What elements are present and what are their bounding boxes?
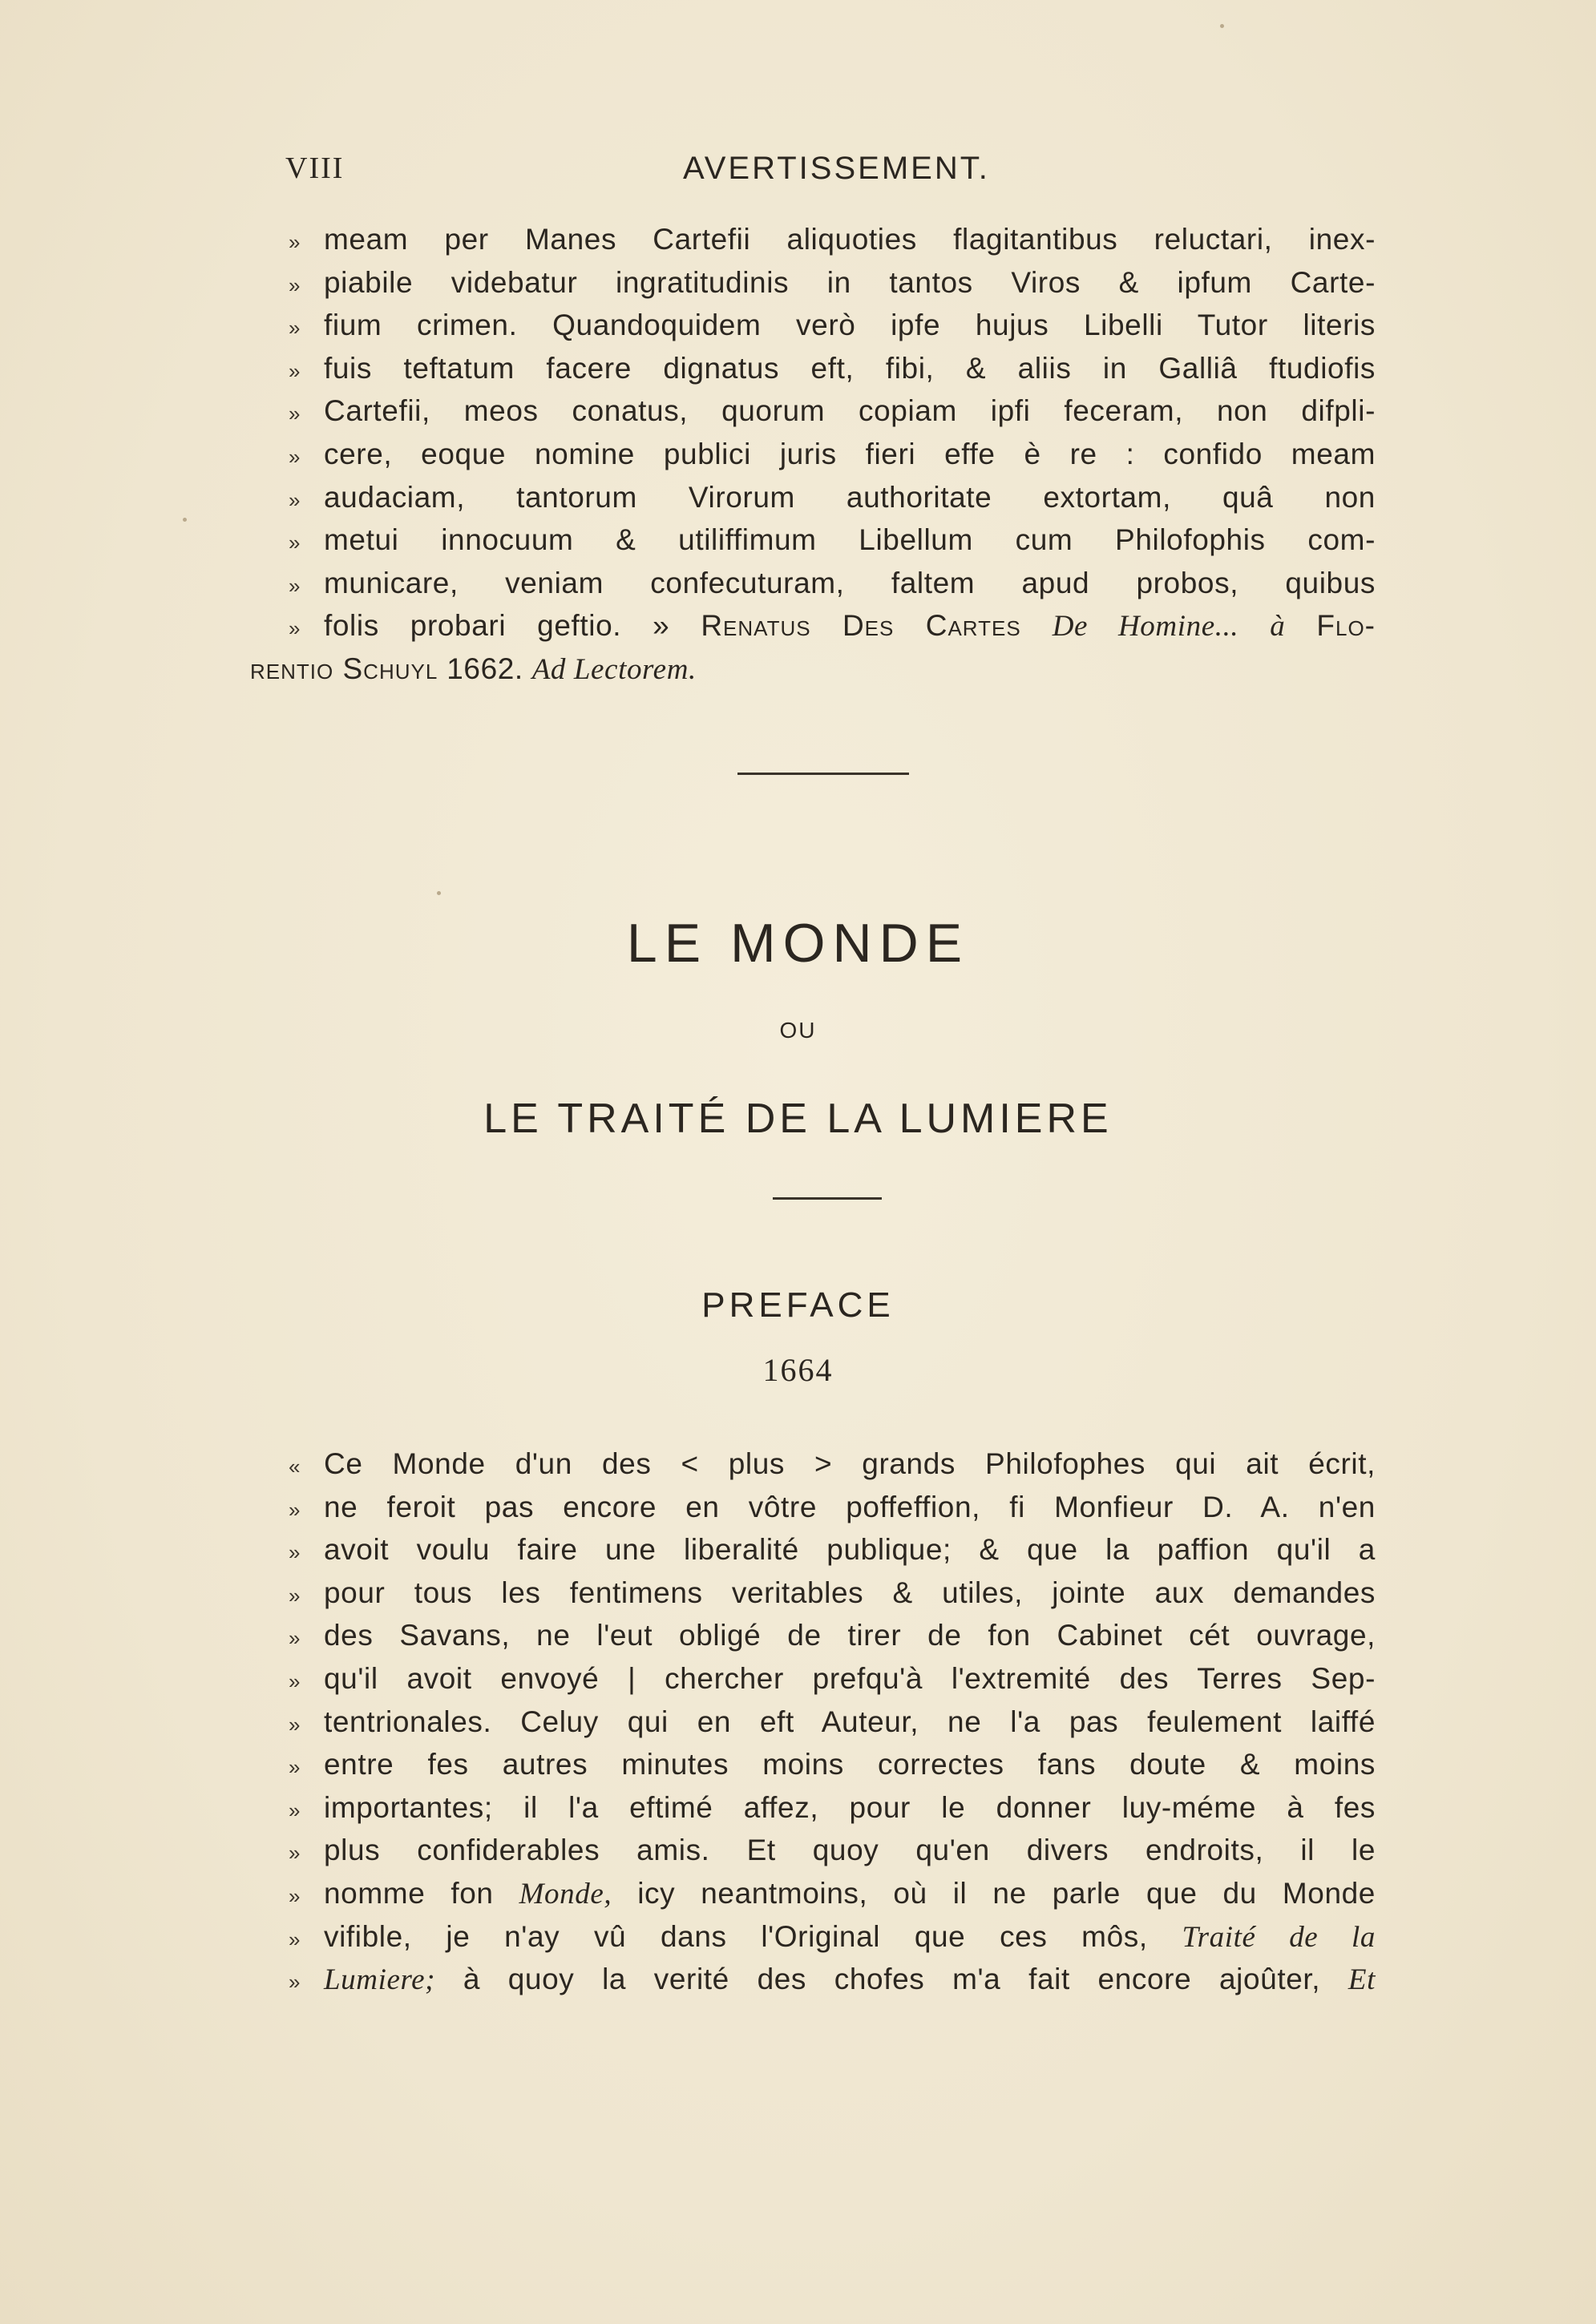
quote-mark: » (289, 401, 301, 426)
quote-line-text: audaciam, tantorum Virorum authoritate extortam, quâ non (324, 480, 1376, 514)
quote-line (250, 652, 1376, 696)
quote-line-text: cere, eoque nomine publici juris fieri effe è re : confido meam (324, 437, 1376, 470)
quote-mark: » (289, 573, 301, 598)
quote-mark: » (289, 1841, 301, 1866)
quote-line (285, 567, 1376, 610)
title-conjunction: OU (779, 1018, 817, 1043)
quote-mark: » (289, 1970, 301, 1995)
quote-mark: » (289, 1927, 301, 1951)
citation-work: De Homine... (1052, 610, 1239, 644)
quote-mark: » (289, 1883, 301, 1908)
section-divider (737, 773, 909, 775)
preface-line (285, 1576, 1376, 1620)
preface-text-segment: vifible, je n'ay vû dans l'Original que ces môs, (324, 1919, 1148, 1953)
quote-mark: » (289, 1797, 301, 1822)
italic-term: Et (1348, 1963, 1376, 1997)
preface-line (285, 1963, 1376, 2006)
paper-speck (1220, 24, 1224, 28)
preface-line (285, 1834, 1376, 1877)
preface-line (285, 1748, 1376, 1791)
preface-line-text: ne feroit pas encore en vôtre poffeffion, fi Monfieur D. A. n'en (324, 1490, 1376, 1523)
preface-line (285, 1619, 1376, 1662)
quote-mark: » (289, 444, 301, 469)
preface-text-segment: icy neantmoins, où il ne parle que du Monde (637, 1876, 1376, 1910)
citation-dedication: Ad Lectorem. (531, 652, 697, 686)
preface-line (285, 1447, 1376, 1491)
italic-term: Monde, (519, 1877, 612, 1910)
quote-mark: » (289, 1668, 301, 1693)
running-head (285, 151, 1376, 191)
quote-line-text: Cartefii, meos conatus, quorum copiam ipfi feceram, non difpli- (324, 394, 1376, 428)
quote-line (285, 309, 1376, 352)
quote-line (285, 523, 1376, 567)
quote-line-text (250, 652, 1376, 687)
quote-mark: » (289, 1583, 301, 1608)
quote-mark: » (289, 531, 301, 555)
page-folio: VIII (285, 151, 345, 185)
preface-line (285, 1491, 1376, 1534)
quote-line-text: fuis teftatum facere dignatus eft, fibi, & aliis in Galliâ ftudiofis (324, 351, 1376, 385)
quote-line (285, 352, 1376, 395)
quote-mark: » (289, 616, 301, 641)
quote-mark: » (289, 230, 301, 254)
book-title: LE MONDE (626, 913, 970, 974)
preface-text-segment: à quoy la verité des chofes m'a fait encore ajoûter, (463, 1963, 1321, 1996)
preface-line-text: importantes; il l'a eftimé affez, pour le donner luy-méme à fes (324, 1790, 1376, 1824)
quote-mark: » (289, 1712, 301, 1737)
quote-line (285, 481, 1376, 524)
quote-line (285, 223, 1376, 266)
italic-term: Lumiere; (324, 1963, 436, 1997)
preface-line-text: qu'il avoit envoyé | chercher prefqu'à l'extremité des Terres Sep- (324, 1661, 1376, 1695)
book-subtitle: LE TRAITÉ DE LA LUMIERE (483, 1095, 1113, 1142)
quote-line-text: piabile videbatur ingratitudinis in tantos Viros & ipfum Carte- (324, 265, 1376, 299)
quote-mark: « (289, 1455, 301, 1479)
paper-speck (183, 518, 187, 522)
italic-term: Traité de la (1182, 1920, 1376, 1954)
preface-line-text: avoit voulu faire une liberalité publique; & que la paffion qu'il a (324, 1533, 1376, 1567)
latin-quote (250, 223, 1376, 696)
quote-line-text: metui innocuum & utiliffimum Libellum cum Philofophis com- (324, 523, 1376, 557)
citation-preposition: à (1270, 610, 1286, 644)
quote-mark: » (289, 1540, 301, 1565)
preface-line-text: plus confiderables amis. Et quoy qu'en divers endroits, il le (324, 1834, 1376, 1867)
preface-line-text (324, 1877, 1376, 1911)
preface-line-text: entre fes autres minutes moins correctes fans doute & moins (324, 1748, 1376, 1781)
quote-line (285, 609, 1376, 652)
preface-line (285, 1877, 1376, 1920)
preface-line (285, 1533, 1376, 1576)
quote-mark: » (289, 316, 301, 341)
quote-mark: » (289, 272, 301, 297)
preface-line-text (324, 1963, 1376, 1997)
preface-line-text (324, 1920, 1376, 1955)
quote-line (285, 394, 1376, 438)
citation-editor-end: rentio Schuyl (250, 652, 438, 685)
title-divider (773, 1197, 882, 1200)
preface-year: 1664 (762, 1352, 834, 1388)
quote-line (285, 266, 1376, 309)
citation-editor-start: Flo- (1316, 609, 1376, 643)
preface-heading: PREFACE (701, 1285, 895, 1325)
quote-line (285, 438, 1376, 481)
preface-line (285, 1705, 1376, 1749)
preface-line-text: des Savans, ne l'eut obligé de tirer de fon Cabinet cét ouvrage, (324, 1619, 1376, 1652)
quote-mark: » (289, 1626, 301, 1651)
preface-line (285, 1920, 1376, 1963)
paper-speck (437, 891, 441, 895)
quote-mark: » (289, 487, 301, 512)
preface-body (285, 1447, 1376, 2006)
quote-mark: » (289, 1497, 301, 1522)
citation-year: 1662. (446, 652, 523, 685)
quote-line-text: municare, veniam confecuturam, faltem apud probos, quibus (324, 566, 1376, 599)
quote-line-text (324, 609, 1376, 644)
quote-closing-text: folis probari geftio. » (324, 609, 670, 643)
citation-author: Renatus Des Cartes (701, 609, 1021, 643)
preface-line (285, 1791, 1376, 1834)
quote-mark: » (289, 1755, 301, 1780)
preface-text-segment: nomme fon (324, 1876, 494, 1910)
running-title: AVERTISSEMENT. (683, 151, 990, 186)
preface-line-text: tentrionales. Celuy qui en eft Auteur, ne l'a pas feulement laiffé (324, 1705, 1376, 1738)
quote-mark: » (289, 358, 301, 383)
quote-line-text: fium crimen. Quandoquidem verò ipfe hujus Libelli Tutor literis (324, 309, 1376, 342)
preface-line-text: Ce Monde d'un des < plus > grands Philofophes qui ait écrit, (324, 1447, 1376, 1480)
quote-line-text: meam per Manes Cartefii aliquoties flagitantibus reluctari, inex- (324, 223, 1376, 256)
preface-line-text: pour tous les fentimens veritables & utiles, jointe aux demandes (324, 1576, 1376, 1609)
preface-line (285, 1662, 1376, 1705)
